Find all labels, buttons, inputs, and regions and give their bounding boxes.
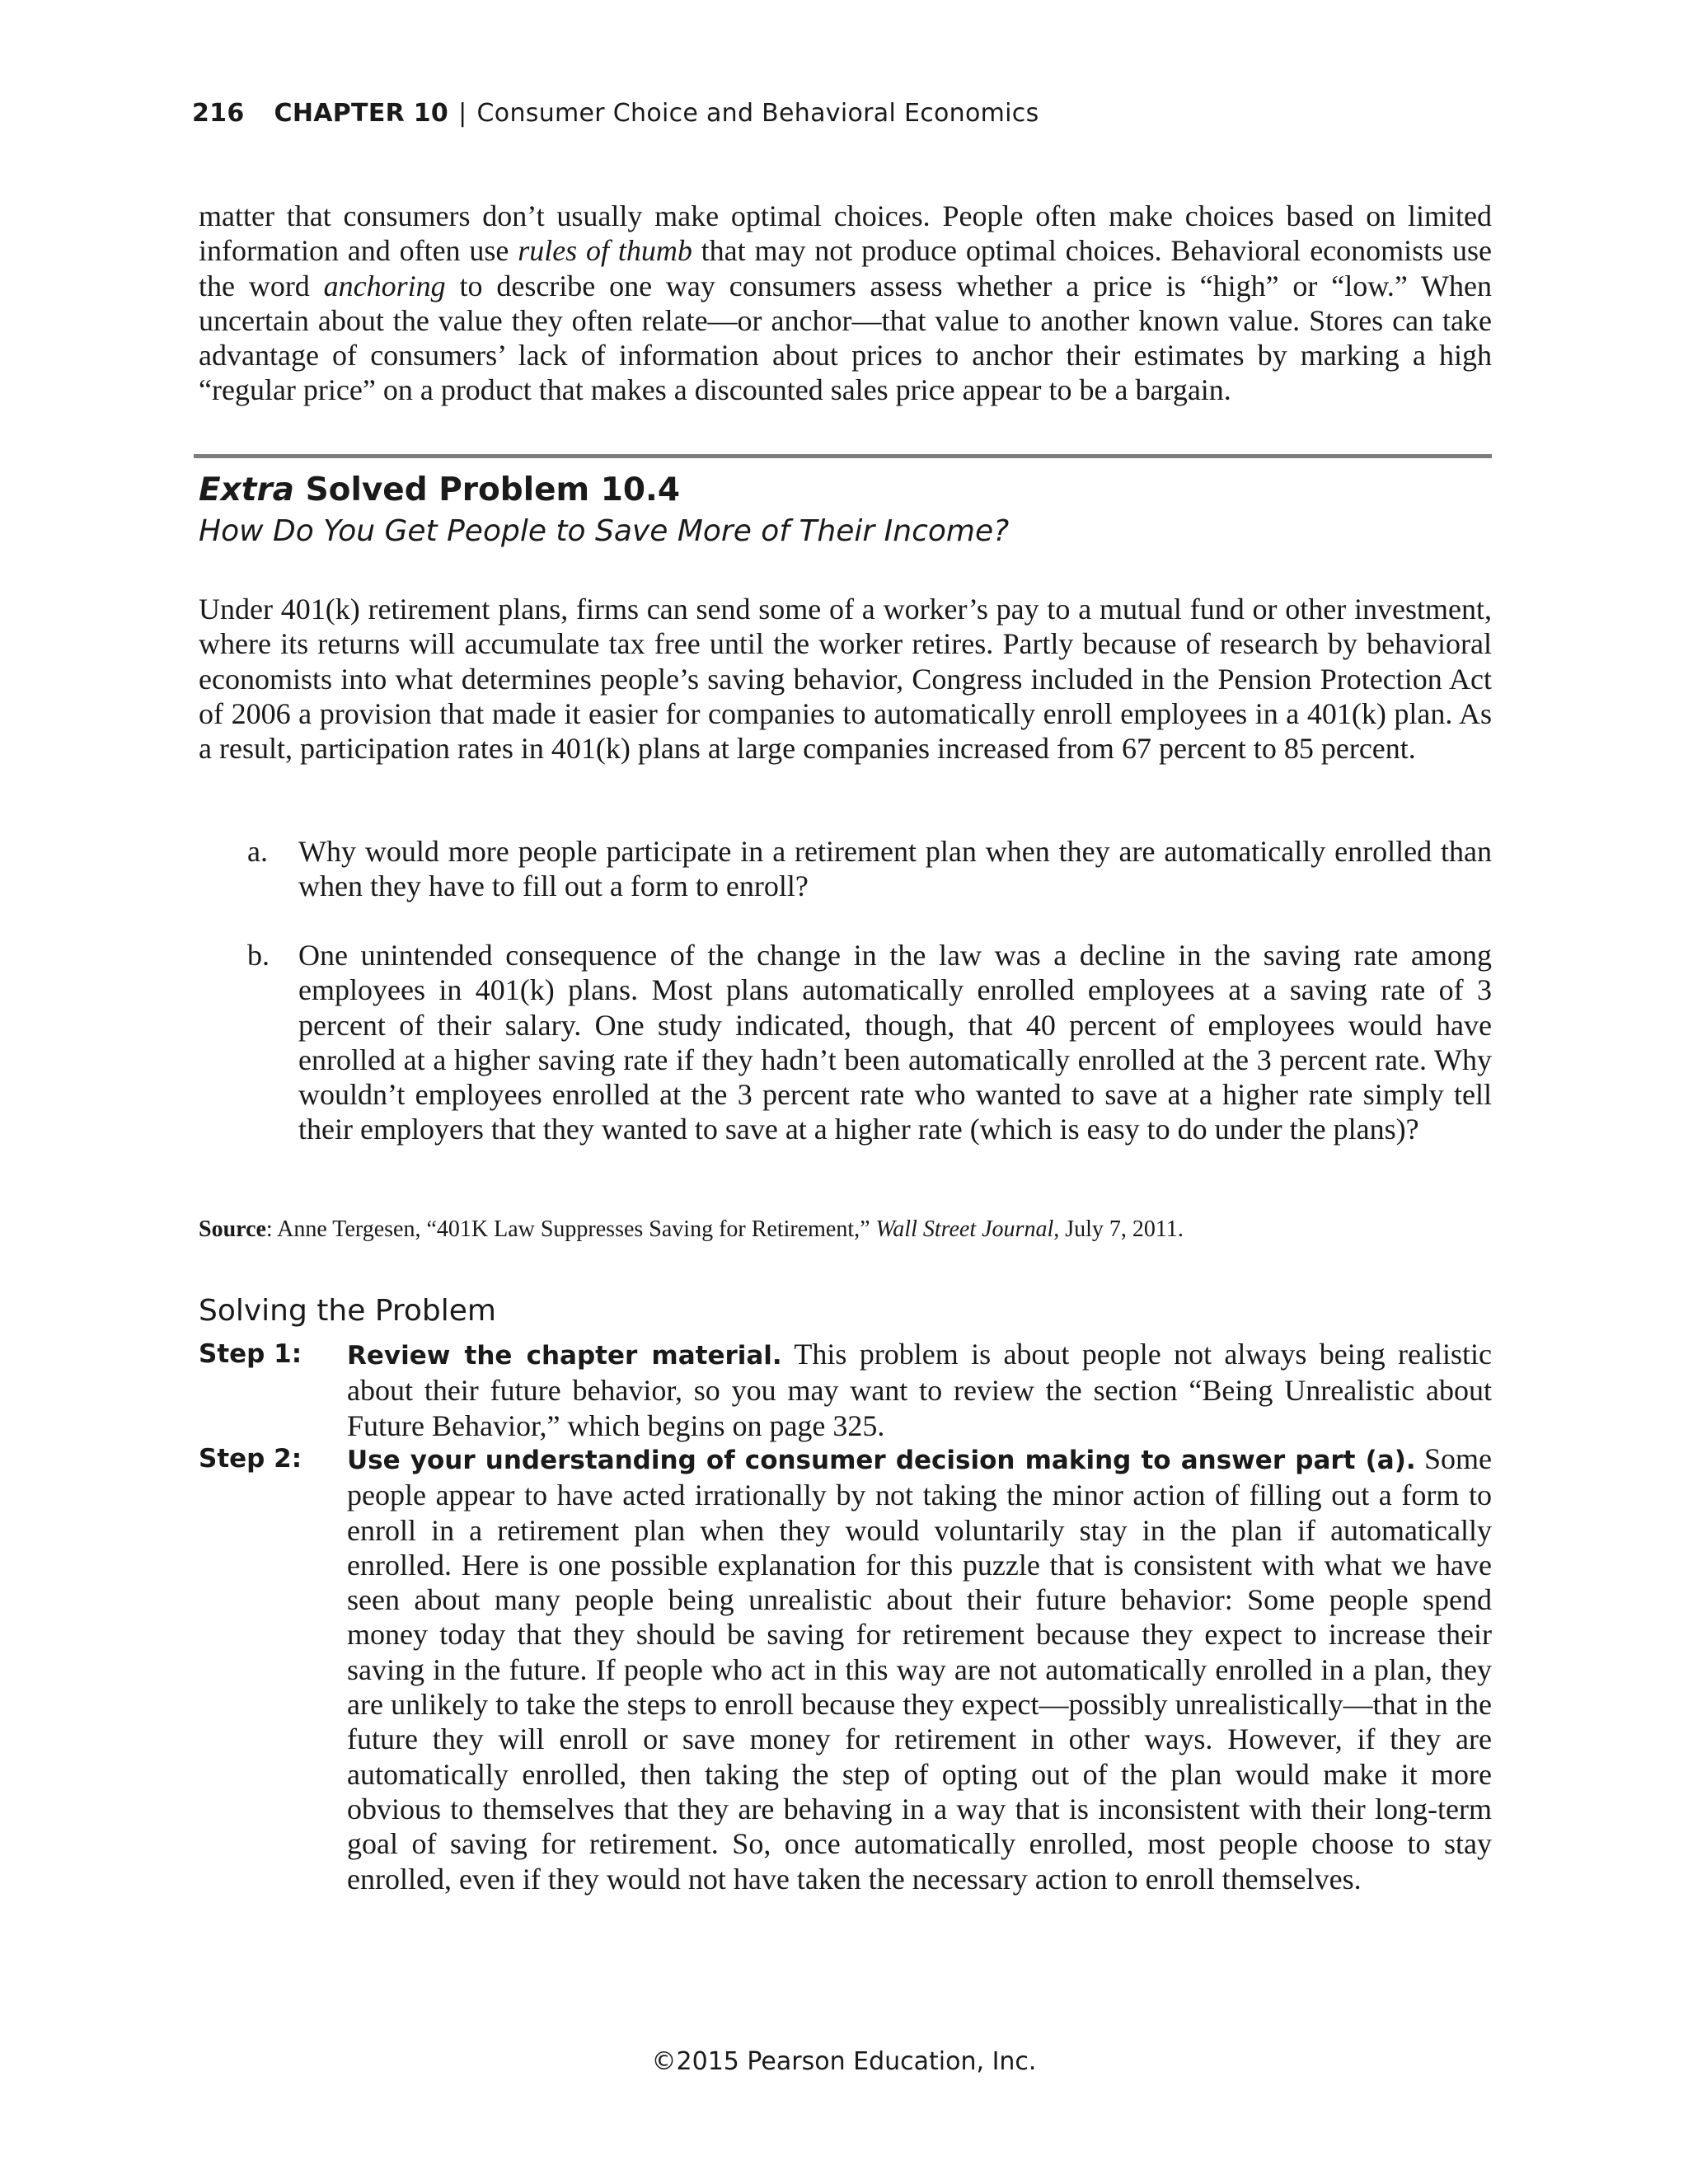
section-divider	[194, 454, 1492, 458]
chapter-label: CHAPTER 10	[274, 99, 449, 128]
question-label: b.	[247, 939, 270, 972]
step-label: Step 2:	[199, 1444, 302, 1474]
question-a	[247, 834, 1492, 904]
step-text: Some people appear to have acted irrationally by not taking the minor action of filling out a form to enroll in a retirement plan when they would voluntarily stay in the plan if automatically enrolled. Here is one possible explanation for this puzzle that is consistent with what we have seen about many people being unrealistic about their future behavior: Some people spend money today that they should be saving for retirement because they expect to increase their saving in the future. If people who act in this way are not automatically enrolled in a plan, they are unlikely to take the steps to enroll because they expect—possibly unrealistically—that in the future they will enroll or save money for retirement in other ways. However, if they are automatically enrolled, then taking the step of opting out of the plan would make it more obvious to themselves that they are behaving in a way that is inconsistent with their long-term goal of saving for retirement. So, once automatically enrolled, most people choose to stay enrolled, even if they would not have taken the necessary action to enroll themselves.	[347, 1442, 1492, 1896]
step-label: Step 1:	[199, 1339, 302, 1369]
question-b	[247, 938, 1492, 1147]
problem-subtitle: How Do You Get People to Save More of Their Income?	[199, 514, 1010, 548]
intro-text-2: that may not produce optimal choices. Behavioral economists use the word	[199, 234, 1492, 302]
question-label: a.	[247, 835, 268, 868]
header-separator: |	[458, 99, 467, 128]
problem-body: Under 401(k) retirement plans, firms can send some of a worker’s pay to a mutual fund or other investment, where its returns will accumulate tax free until the worker retires. Partly because of research by behavioral economists into what determines people’s saving behavior, Congress included in the Pension Protection Act of 2006 a provision that made it easier for companies to automatically enroll employees in a 401(k) plan. As a result, participation rates in 401(k) plans at large companies increased from 67 percent to 85 percent.	[199, 593, 1492, 766]
intro-text-3: to describe one way consumers assess whether a price is “high” or “low.” When uncertain about the value they often relate—or anchor—that value to another known value. Stores can take advantage of consumers’ lack of information about prices to anchor their estimates by marking a high “regular price” on a product that makes a discounted sales price appear to be a bargain.	[199, 269, 1492, 407]
intro-paragraph	[199, 199, 1492, 408]
page-number: 216	[192, 99, 245, 128]
step-2	[199, 1441, 1492, 1896]
question-text: One unintended consequence of the change in the law was a decline in the saving rate among employees in 401(k) plans. Most plans automatically enrolled employees at a saving rate of 3 percent of their salary. One study indicated, though, that 40 percent of employees would have enrolled at a higher saving rate if they hadn’t been automatically enrolled at the 3 percent rate. Why wouldn’t employees enrolled at the 3 percent rate who wanted to save at a higher rate simply tell their employers that they wanted to save at a higher rate (which is easy to do under the plans)?	[298, 939, 1492, 1146]
step-1	[199, 1337, 1492, 1443]
step-heading: Use your understanding of consumer decision making to answer part (a).	[347, 1446, 1416, 1475]
source-text: : Anne Tergesen, “401K Law Suppresses Saving for Retirement,”	[265, 1216, 876, 1242]
copyright-footer: ©2015 Pearson Education, Inc.	[651, 2047, 1037, 2076]
intro-italic-anchoring: anchoring	[323, 269, 446, 302]
step-text: This problem is about people not always being realistic about their future behavior, so you may want to review the section “Being Unrealistic about Future Behavior,” which begins on page 325.	[347, 1338, 1492, 1442]
solving-heading: Solving the Problem	[199, 1294, 497, 1328]
source-date: , July 7, 2011.	[1053, 1216, 1184, 1242]
chapter-title: Consumer Choice and Behavioral Economics	[476, 99, 1039, 128]
step-heading: Review the chapter material.	[347, 1341, 782, 1371]
problem-title-extra: Extra	[199, 471, 294, 509]
running-header	[192, 99, 1039, 128]
problem-title-rest: Solved Problem 10.4	[294, 471, 680, 509]
question-text: Why would more people participate in a retirement plan when they are automatically enrolled than when they have to fill out a form to enroll?	[298, 835, 1492, 903]
intro-italic-rules-of-thumb: rules of thumb	[518, 234, 692, 268]
intro-text-1: matter that consumers don’t usually make optimal choices. People often make choices based on limited information and often use	[199, 199, 1492, 268]
source-citation	[199, 1216, 1184, 1243]
step-body	[347, 1441, 1492, 1896]
source-journal: Wall Street Journal	[875, 1216, 1054, 1242]
source-label: Source	[199, 1216, 266, 1242]
problem-title	[199, 471, 680, 509]
step-body	[347, 1337, 1492, 1443]
